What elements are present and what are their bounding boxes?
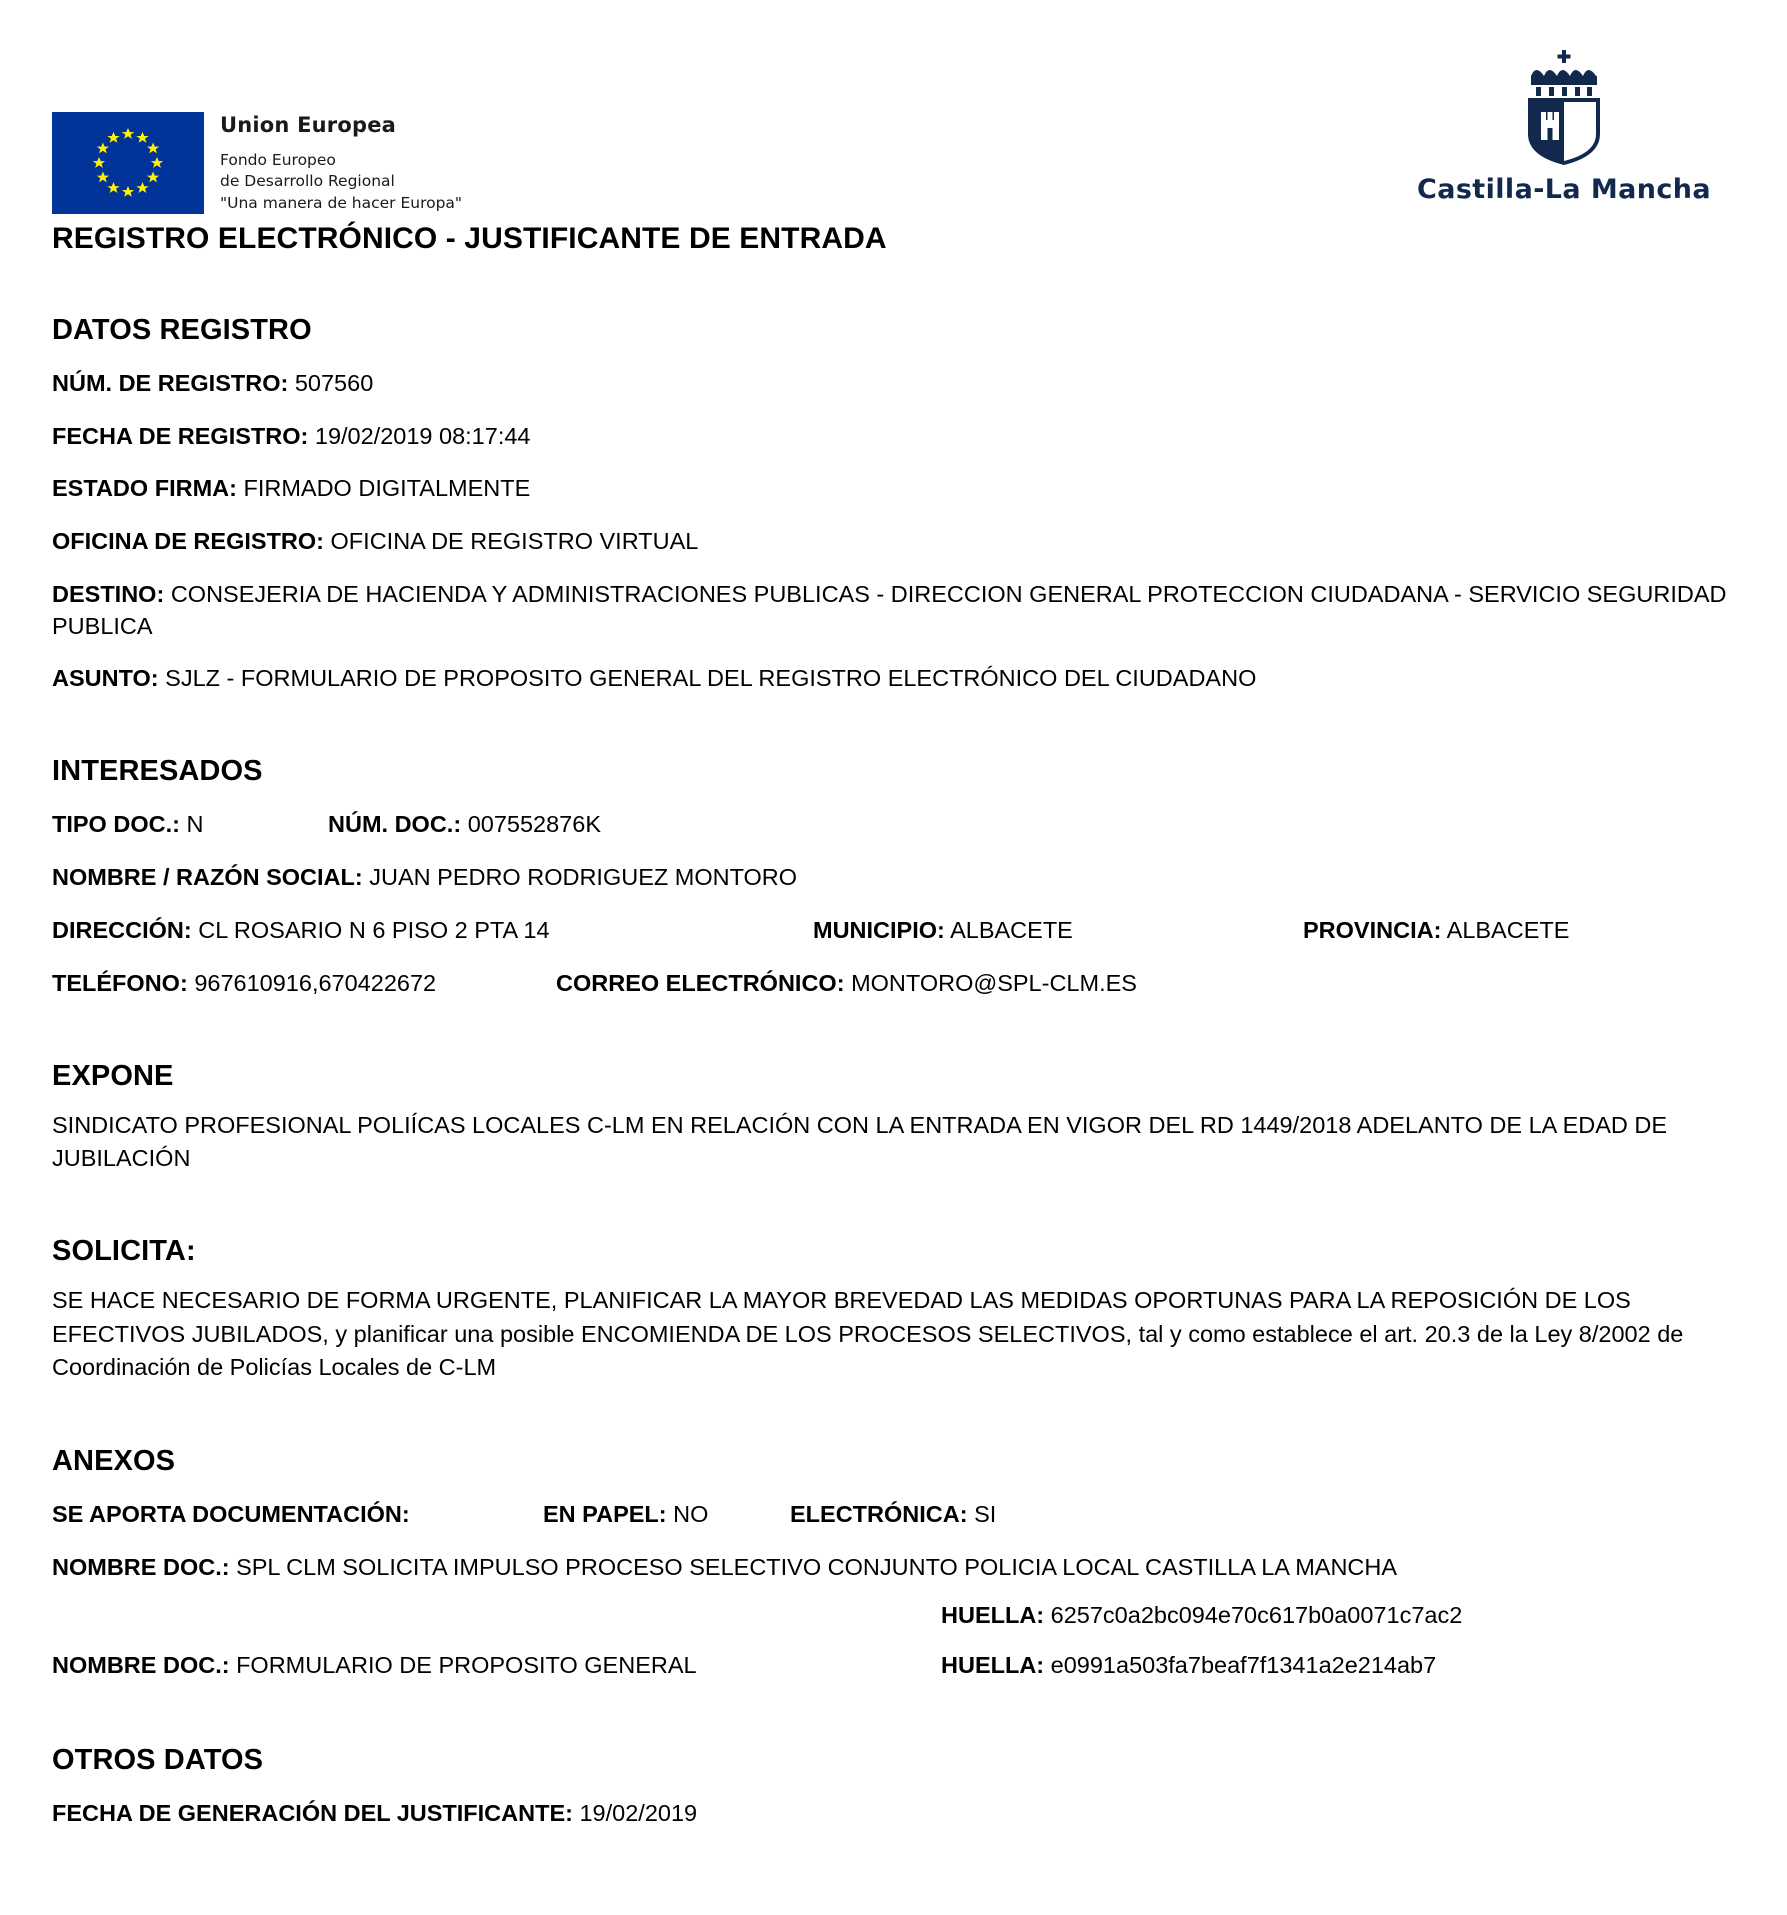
field-nombre-doc-1	[52, 1554, 1397, 1580]
field-tipo-doc-value: N	[186, 811, 204, 838]
field-nombre-doc-2-label: NOMBRE DOC.:	[52, 1651, 230, 1678]
field-telefono-value: 967610916,670422672	[194, 969, 437, 996]
field-municipio-label: MUNICIPIO:	[813, 916, 945, 943]
field-oficina-registro	[48, 526, 1739, 558]
field-huella-2-label: HUELLA:	[941, 1651, 1045, 1678]
field-huella-2-value: e0991a503fa7beaf7f1341a2e214ab7	[1050, 1651, 1437, 1678]
field-nombre-doc-2-value: FORMULARIO DE PROPOSITO GENERAL	[236, 1651, 697, 1678]
field-en-papel-value: NO	[673, 1500, 709, 1527]
field-fecha-generacion-value: 19/02/2019	[579, 1799, 698, 1826]
solicita-text: SE HACE NECESARIO DE FORMA URGENTE, PLANIFICAR LA MAYOR BREVEDAD LAS MEDIDAS OPORTUNAS PARA LA REPOSICIÓN DE LOS EFECTIVOS JUBILADOS, y planificar una posible ENCOMIENDA DE LOS PROCESOS SELECTIVOS, tal y como establece el art. 20.3 de la Ley 8/2002 de Coordinación de Policías Locales de C-LM	[52, 1287, 1684, 1381]
field-num-doc-value: 007552876K	[467, 811, 601, 838]
field-electronica-value: SI	[974, 1500, 997, 1527]
field-destino	[48, 579, 1739, 642]
field-provincia-label: PROVINCIA:	[1303, 916, 1442, 943]
field-direccion	[52, 915, 550, 947]
eu-stars-circle-icon	[52, 112, 204, 214]
field-num-registro	[48, 368, 1739, 400]
section-heading-otros-datos: OTROS DATOS	[52, 1743, 264, 1776]
eu-logo-line-1: Fondo Europeo	[220, 151, 336, 170]
anexo-document-row	[48, 1650, 1739, 1684]
field-fecha-registro	[48, 421, 1739, 453]
row-aporta-documentacion	[48, 1499, 1739, 1531]
field-estado-firma-value: FIRMADO DIGITALMENTE	[243, 475, 531, 502]
field-correo-electronico-label: CORREO ELECTRÓNICO:	[556, 969, 845, 996]
page-title: REGISTRO ELECTRÓNICO - JUSTIFICANTE DE ENTRADA	[52, 222, 887, 255]
field-tipo-doc-label: TIPO DOC.:	[52, 811, 180, 838]
field-en-papel	[543, 1499, 708, 1531]
row-documento-interesado	[48, 809, 1739, 841]
field-direccion-value: CL ROSARIO N 6 PISO 2 PTA 14	[198, 916, 550, 943]
castilla-la-mancha-coat-of-arms-icon	[1505, 48, 1623, 168]
eu-logo-line-2: de Desarrollo Regional	[220, 172, 395, 191]
section-heading-anexos: ANEXOS	[52, 1444, 176, 1477]
field-fecha-generacion	[48, 1798, 1739, 1830]
field-nombre-razon-social-label: NOMBRE / RAZÓN SOCIAL:	[52, 864, 363, 891]
field-num-registro-value: 507560	[294, 370, 374, 396]
eu-logo-text	[220, 112, 462, 214]
field-estado-firma	[48, 473, 1739, 505]
document-header	[48, 0, 1739, 212]
field-nombre-razon-social	[48, 862, 1739, 894]
eu-flag-icon	[52, 112, 204, 214]
field-electronica	[790, 1499, 996, 1531]
field-municipio-value: ALBACETE	[950, 916, 1073, 943]
field-oficina-registro-value: OFICINA DE REGISTRO VIRTUAL	[330, 528, 699, 555]
section-heading-expone: EXPONE	[52, 1059, 174, 1092]
castilla-la-mancha-logo	[1399, 48, 1729, 205]
field-asunto	[48, 663, 1739, 695]
field-electronica-label: ELECTRÓNICA:	[790, 1500, 968, 1527]
field-se-aporta-documentacion-label: SE APORTA DOCUMENTACIÓN:	[52, 1500, 410, 1527]
field-tipo-doc	[52, 809, 203, 841]
field-destino-value: CONSEJERIA DE HACIENDA Y ADMINISTRACIONES PUBLICAS - DIRECCION GENERAL PROTECCION CIUDADANA - SERVICIO SEGURIDAD PUBLICA	[52, 580, 1727, 639]
field-nombre-doc-2	[52, 1652, 697, 1678]
field-correo-electronico	[556, 968, 1137, 1000]
field-nombre-doc-1-value: SPL CLM SOLICITA IMPULSO PROCESO SELECTIVO CONJUNTO POLICIA LOCAL CASTILLA LA MANCHA	[236, 1553, 1398, 1580]
field-destino-label: DESTINO:	[52, 580, 165, 607]
field-huella-1-value: 6257c0a2bc094e70c617b0a0071c7ac2	[1050, 1601, 1463, 1628]
field-estado-firma-label: ESTADO FIRMA:	[52, 475, 237, 502]
field-asunto-label: ASUNTO:	[52, 665, 159, 692]
field-num-doc	[328, 809, 601, 841]
field-huella-1-label: HUELLA:	[941, 1601, 1045, 1628]
castilla-la-mancha-label: Castilla-La Mancha	[1417, 174, 1711, 205]
field-provincia-value: ALBACETE	[1446, 916, 1570, 943]
field-num-registro-label: NÚM. DE REGISTRO:	[52, 370, 289, 396]
field-en-papel-label: EN PAPEL:	[543, 1500, 667, 1527]
section-heading-solicita: SOLICITA:	[52, 1235, 196, 1268]
eu-logo-line-3: "Una manera de hacer Europa"	[220, 193, 463, 212]
field-huella-2	[941, 1650, 1436, 1682]
anexo-document-row	[48, 1552, 1739, 1586]
field-fecha-registro-value: 19/02/2019 08:17:44	[314, 422, 531, 449]
field-nombre-razon-social-value: JUAN PEDRO RODRIGUEZ MONTORO	[369, 864, 798, 891]
field-direccion-label: DIRECCIÓN:	[52, 916, 192, 943]
field-fecha-registro-label: FECHA DE REGISTRO:	[52, 422, 309, 449]
field-huella-1	[941, 1600, 1462, 1632]
field-provincia	[1303, 915, 1569, 947]
european-union-logo	[52, 112, 462, 214]
field-num-doc-label: NÚM. DOC.:	[328, 811, 462, 838]
anexo-huella-row	[48, 1600, 1739, 1634]
field-municipio	[813, 915, 1073, 947]
eu-logo-title: Union Europea	[220, 113, 397, 137]
field-asunto-value: SJLZ - FORMULARIO DE PROPOSITO GENERAL DEL REGISTRO ELECTRÓNICO DEL CIUDADANO	[165, 665, 1257, 692]
field-nombre-doc-1-label: NOMBRE DOC.:	[52, 1553, 230, 1580]
expone-text: SINDICATO PROFESIONAL POLIÍCAS LOCALES C-LM EN RELACIÓN CON LA ENTRADA EN VIGOR DEL RD 1449/2018 ADELANTO DE LA EDAD DE JUBILACIÓN	[52, 1111, 1668, 1172]
field-correo-electronico-value: MONTORO@SPL-CLM.ES	[851, 969, 1137, 996]
row-direccion-interesado	[48, 915, 1739, 947]
field-telefono	[52, 968, 436, 1000]
section-heading-interesados: INTERESADOS	[52, 755, 263, 788]
field-telefono-label: TELÉFONO:	[52, 969, 188, 996]
field-fecha-generacion-label: FECHA DE GENERACIÓN DEL JUSTIFICANTE:	[52, 1799, 573, 1826]
section-heading-datos-registro: DATOS REGISTRO	[52, 314, 312, 346]
field-oficina-registro-label: OFICINA DE REGISTRO:	[52, 528, 324, 555]
row-contacto-interesado	[48, 968, 1739, 1000]
